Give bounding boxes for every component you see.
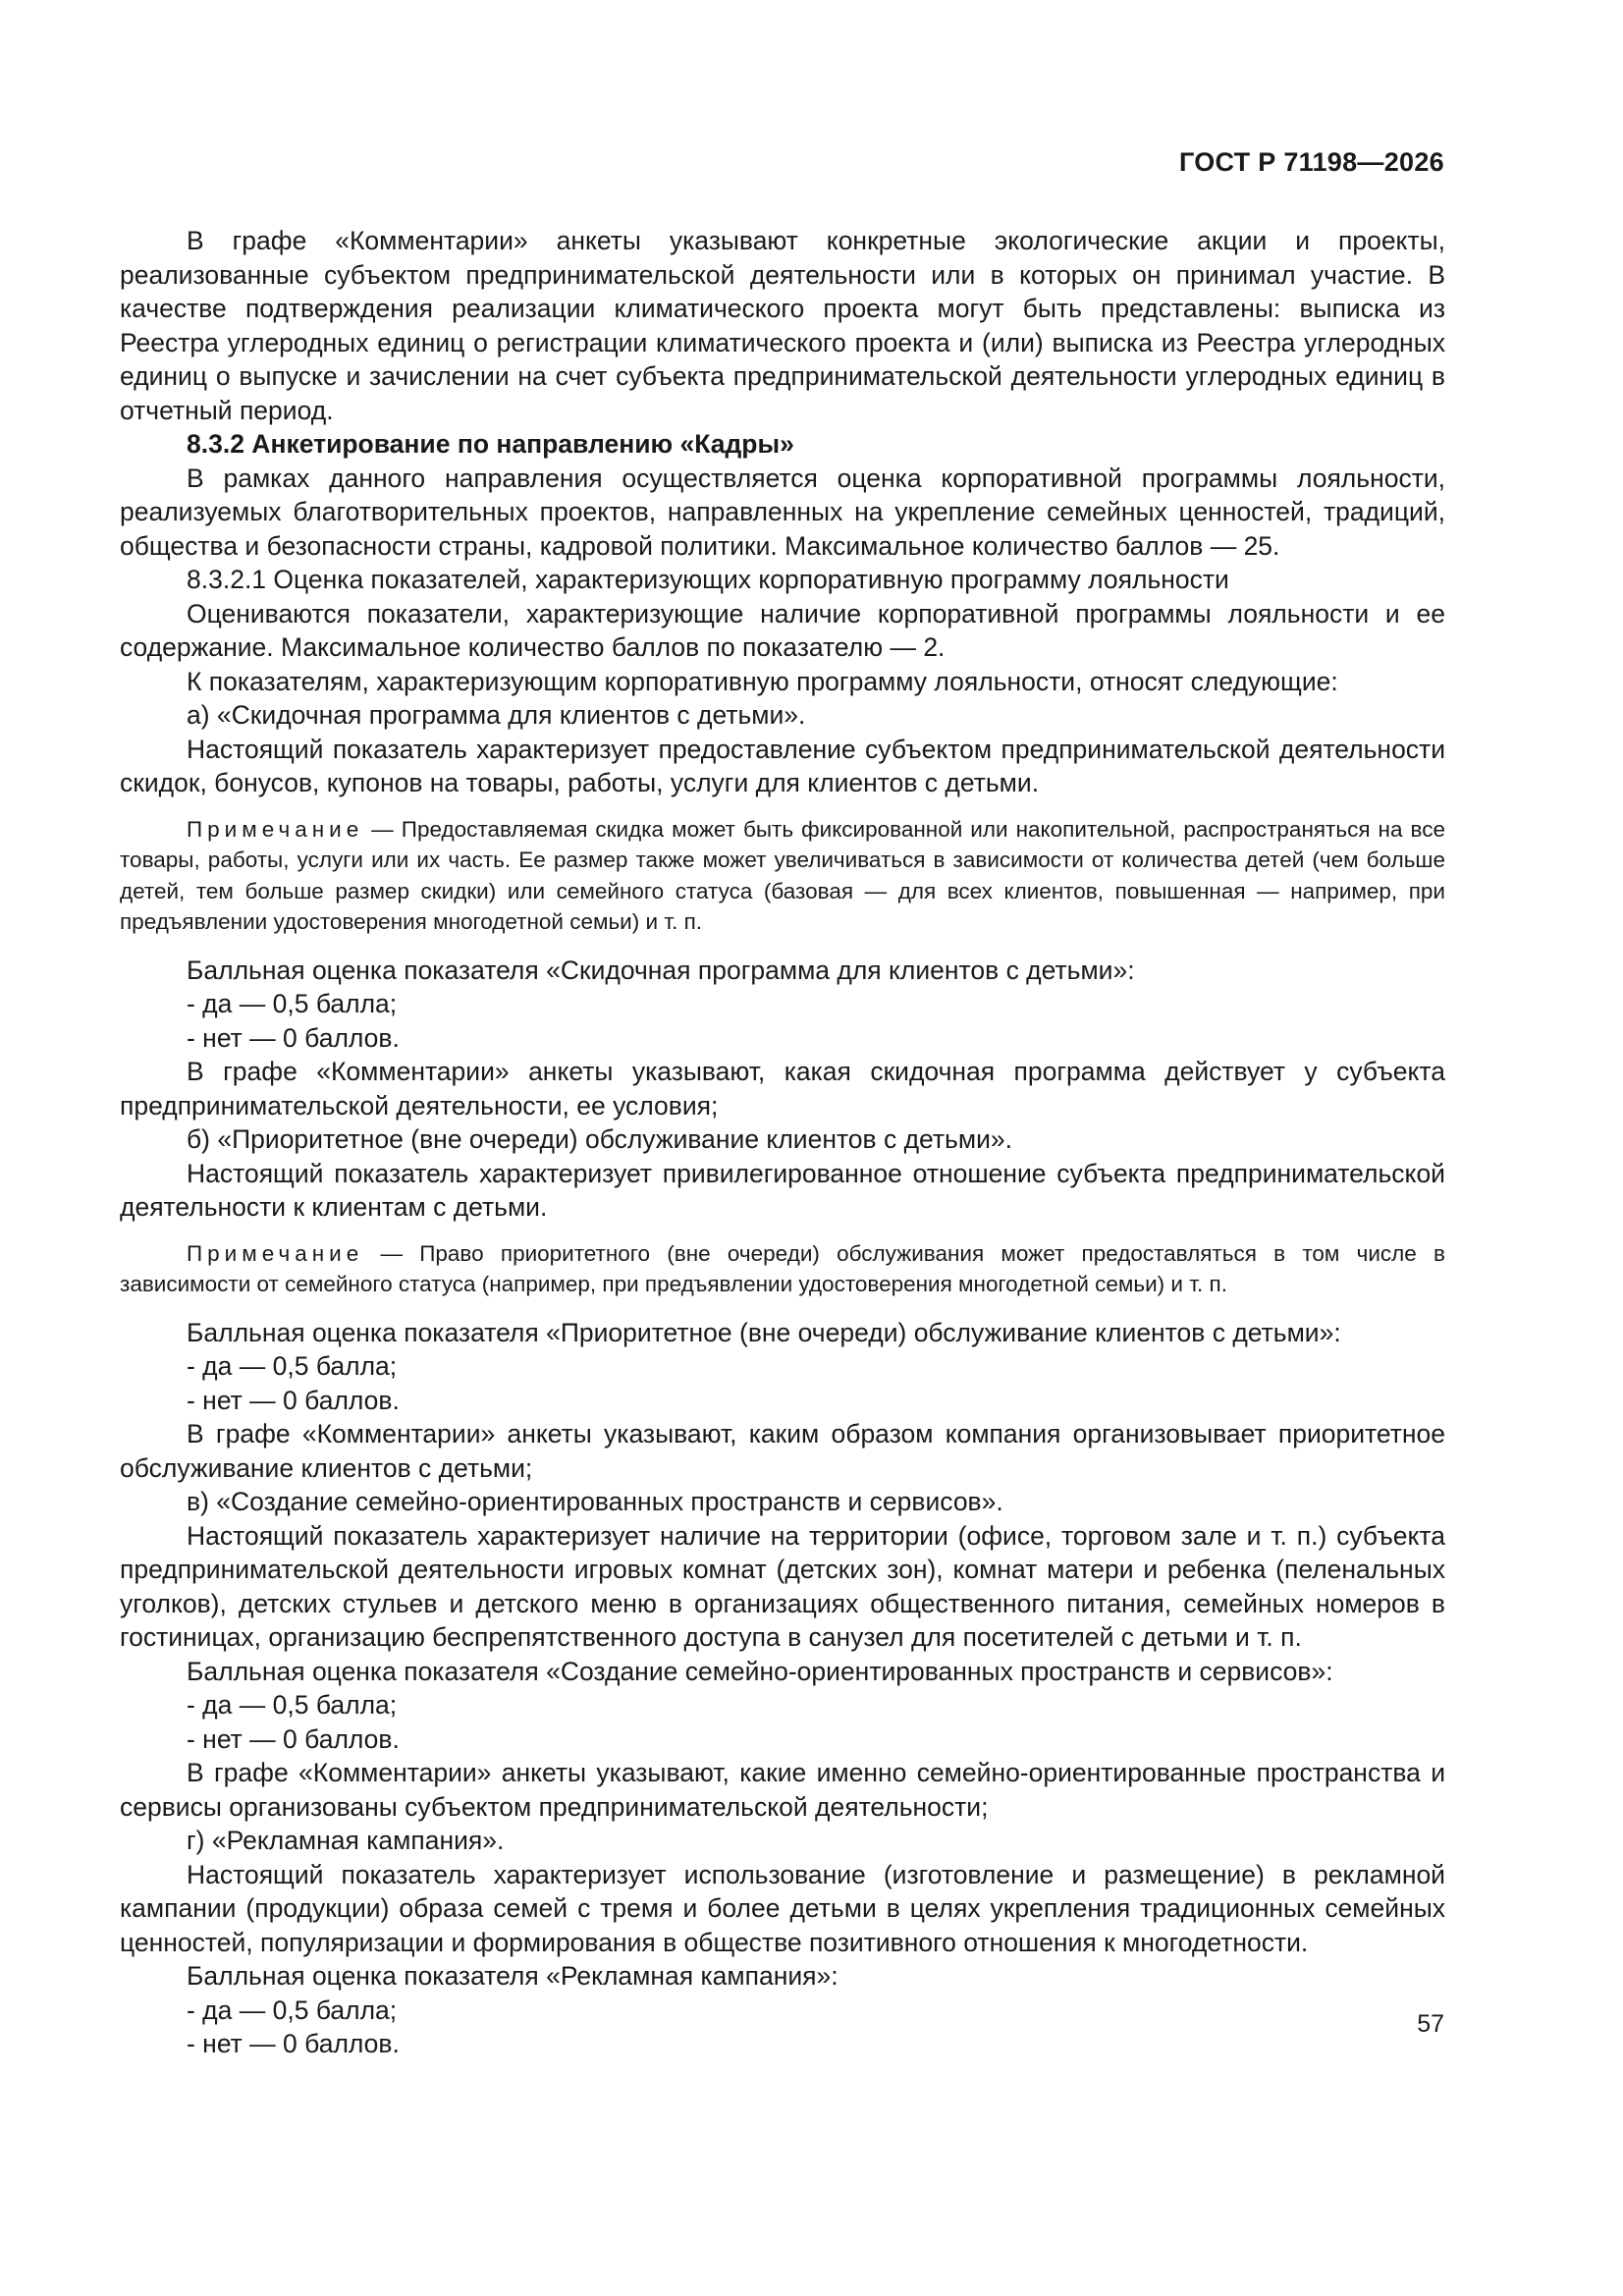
paragraph: Настоящий показатель характеризует использование (изготовление и размещение) в рекламной кампании (продукции) образа семей с тремя и более детьми в целях укрепления традиционных семейных ценностей, популяризации и формирования в обществе позитивного отношения к многодетности. (120, 1859, 1445, 1957)
paragraph: Оцениваются показатели, характеризующие наличие корпоративной программы лояльности и ее содержание. Максимальное количество баллов по показателю — 2. (120, 598, 1445, 662)
paragraph: В рамках данного направления осуществляется оценка корпоративной программы лояльности, реализуемых благотворительных проектов, направленных на укрепление семейных ценностей, традиций, общества и безопасности страны, кадровой политики. Максимальное количество баллов — 25. (120, 463, 1445, 561)
score-no: - нет — 0 баллов. (187, 2029, 400, 2058)
list-item-b: б) «Приоритетное (вне очереди) обслуживание клиентов с детьми». (187, 1124, 1012, 1154)
document-code: ГОСТ Р 71198—2026 (1178, 147, 1444, 177)
note (120, 814, 1445, 938)
list-item-a: а) «Скидочная программа для клиентов с детьми». (187, 700, 806, 730)
note (120, 1238, 1445, 1300)
document-body (120, 224, 1445, 2061)
score-heading: Балльная оценка показателя «Приоритетное (вне очереди) обслуживание клиентов с детьми»: (187, 1317, 1341, 1347)
paragraph: В графе «Комментарии» анкеты указывают, какие именно семейно-ориентированные пространства и сервисы организованы субъектом предпринимательской деятельности; (120, 1758, 1445, 1822)
score-heading: Балльная оценка показателя «Создание семейно-ориентированных пространств и сервисов»: (187, 1656, 1333, 1686)
paragraph: В графе «Комментарии» анкеты указывают, какая скидочная программа действует у субъекта предпринимательской деятельности, ее условия; (120, 1057, 1445, 1121)
score-heading: Балльная оценка показателя «Скидочная программа для клиентов с детьми»: (187, 955, 1135, 985)
page-number: 57 (1417, 2010, 1444, 2038)
score-no: - нет — 0 баллов. (187, 1723, 400, 1754)
paragraph: Настоящий показатель характеризует привилегированное отношение субъекта предпринимательской деятельности к клиентам с детьми. (120, 1158, 1445, 1222)
score-yes: - да — 0,5 балла; (187, 1690, 398, 1720)
score-yes: - да — 0,5 балла; (187, 989, 398, 1018)
score-yes: - да — 0,5 балла; (187, 1995, 398, 2025)
list-item-c: в) «Создание семейно-ориентированных пространств и сервисов». (187, 1487, 1003, 1516)
paragraph: В графе «Комментарии» анкеты указывают конкретные экологические акции и проекты, реализованные субъектом предпринимательской деятельности или в которых он принимал участие. В качестве подтверждения реализации климатического проекта могут быть представлены: выписка из Реестра углеродных единиц о регистрации климатического проекта и (или) выписка из Реестра углеродных единиц о выпуске и зачислении на счет субъекта предпринимательской деятельности углеродных единиц в отчетный период. (120, 226, 1445, 425)
score-yes: - да — 0,5 балла; (187, 1351, 398, 1381)
paragraph: В графе «Комментарии» анкеты указывают, каким образом компания организовывает приоритетное обслуживание клиентов с детьми; (120, 1419, 1445, 1483)
paragraph: Настоящий показатель характеризует предоставление субъектом предпринимательской деятельности скидок, бонусов, купонов на товары, работы, услуги для клиентов с детьми. (120, 734, 1445, 797)
list-item-d: г) «Рекламная кампания». (187, 1826, 505, 1855)
note-label: Примечание (187, 816, 364, 842)
score-no: - нет — 0 баллов. (187, 1385, 400, 1415)
score-heading: Балльная оценка показателя «Рекламная кампания»: (187, 1961, 839, 1991)
score-no: - нет — 0 баллов. (187, 1022, 400, 1053)
paragraph: Настоящий показатель характеризует наличие на территории (офисе, торговом зале и т. п.) субъекта предпринимательской деятельности игровых комнат (детских зон), комнат матери и ребенка (пеленальных уголков), детских стульев и детского меню в организациях общественного питания, семейных номеров в гостиницах, организацию беспрепятственного доступа в санузел для посетителей с детьми и т. п. (120, 1520, 1445, 1652)
note-text: — Предоставляемая скидка может быть фиксированной или накопительной, распространяться на все товары, работы, услуги или их часть. Ее размер также может увеличиваться в зависимости от количества детей (чем больше детей, тем больше размер скидки) или семейного статуса (базовая — для всех клиентов, повышенная — например, при предъявлении удостоверения многодетной семьи) и т. п. (120, 816, 1445, 934)
paragraph: К показателям, характеризующим корпоративную программу лояльности, относят следующие: (187, 666, 1338, 696)
section-heading: 8.3.2 Анкетирование по направлению «Кадры» (187, 429, 794, 459)
note-text: — Право приоритетного (вне очереди) обслуживания может предоставляться в том числе в зависимости от семейного статуса (например, при предъявлении удостоверения многодетной семьи) и т. п. (120, 1240, 1445, 1296)
note-label: Примечание (187, 1240, 364, 1266)
subsection-heading: 8.3.2.1 Оценка показателей, характеризующих корпоративную программу лояльности (187, 565, 1229, 594)
